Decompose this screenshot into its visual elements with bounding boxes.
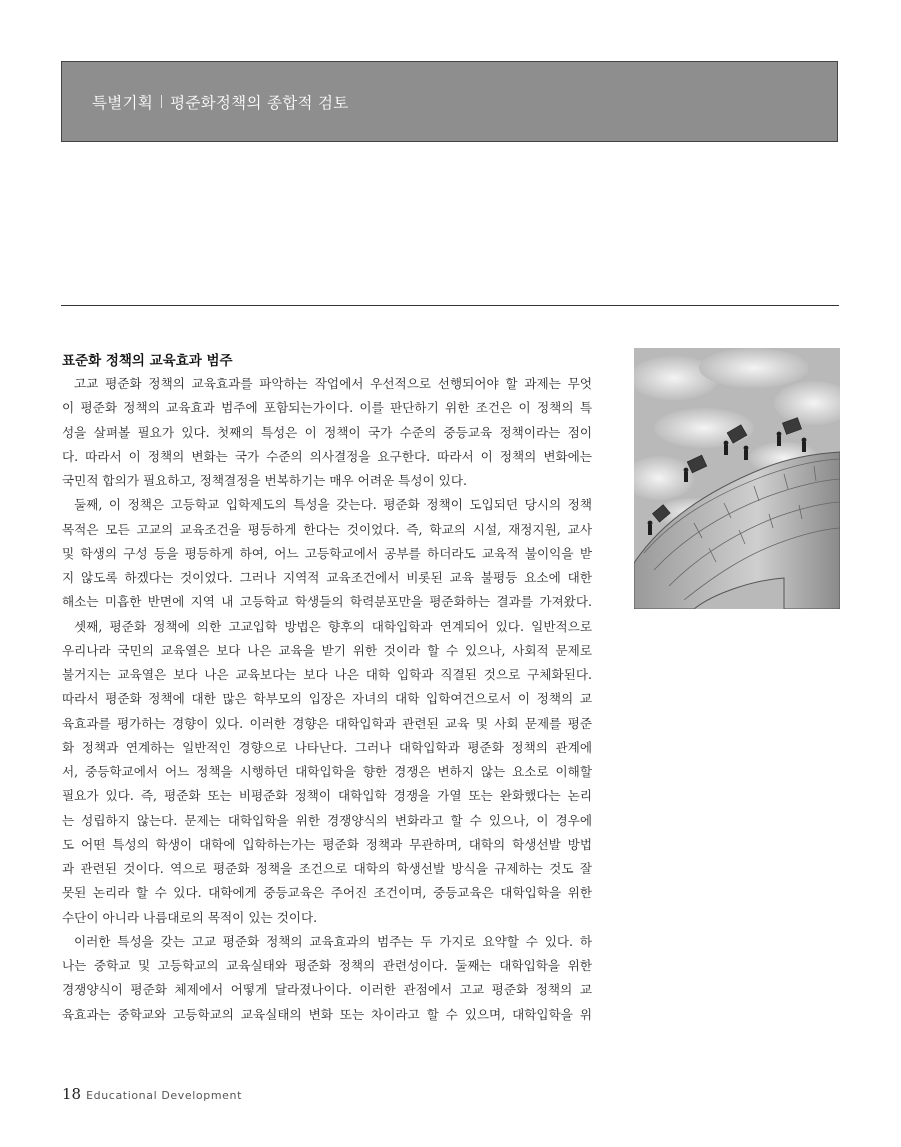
- body-line: 성을 살펴볼 필요가 있다. 첫째의 특성은 이 정책이 국가 수준의 중등교육 정책이라는 점이: [62, 424, 592, 440]
- body-line: 따라서 평준화 정책에 대한 많은 학부모의 입장은 자녀의 대학 입학여건으로서 이 정책의 교: [62, 691, 592, 707]
- body-line: 화 정책과 연계하는 일반적인 경향으로 나타난다. 그러나 대학입학과 평준화 정책의 관계에: [62, 739, 592, 755]
- header-divider: [161, 95, 162, 108]
- arch-illustration: [634, 348, 840, 609]
- header-title: 평준화정책의 종합적 검토: [170, 93, 349, 112]
- body-line: 서, 중등학교에서 어느 정책을 시행하던 대학입학을 향한 경쟁은 변하지 않는 요소로 이해할: [62, 764, 592, 779]
- article-body: [62, 372, 592, 1027]
- body-line: 이 평준화 정책의 교육효과 범주에 포함되는가이다. 이를 판단하기 위한 조건은 이 정책의 특: [62, 400, 592, 416]
- body-line: 나는 중학교 및 고등학교의 교육실태와 평준화 정책의 관련성이다. 둘째는 대학입학을 위한: [62, 958, 592, 973]
- body-line: 는 성립하지 않는다. 문제는 대학입학을 위한 경쟁양식의 변화라고 할 수 있으나, 이 경우에: [62, 812, 592, 828]
- body-line: 못된 논리라 할 수 있다. 대학에게 중등교육은 주어진 조건이며, 중등교육은 대학입학을 위한: [62, 885, 592, 901]
- body-line: 수단이 아니라 나름대로의 목적이 있는 것이다.: [62, 909, 318, 925]
- section-rule: [61, 305, 839, 306]
- body-line: 경쟁양식이 평준화 체제에서 어떻게 달라졌나이다. 이러한 관점에서 고교 평준화 정책의 교: [62, 982, 592, 998]
- header-category: 특별기획: [92, 93, 154, 112]
- body-line: 및 학생의 구성 등을 평등하게 하여, 어느 고등학교에서 공부를 하더라도 교육적 불이익을 받: [62, 545, 592, 561]
- header-band: [61, 61, 838, 142]
- body-line: 도 어떤 특성의 학생이 대학에 입학하는가는 평준화 정책과 무관하며, 대학의 학생선발 방법: [62, 836, 592, 852]
- section-heading: 표준화 정책의 교육효과 범주: [62, 353, 233, 369]
- body-line: 육효과는 중학교와 고등학교의 교육실태의 변화 또는 차이라고 할 수 있으며, 대학입학을 위: [62, 1006, 592, 1022]
- body-line: 필요가 있다. 즉, 평준화 또는 비평준화 정책이 대학입학 경쟁을 가열 또는 완화했다는 논리: [62, 788, 592, 804]
- body-line: 과 관련된 것이다. 역으로 평준화 정책을 조건으로 대학의 학생선발 방식을 규제하는 것도 잘: [62, 861, 592, 876]
- body-line: 다. 따라서 이 정책의 변화는 국가 수준의 의사결정을 요구한다. 따라서 이 정책의 변화에는: [62, 448, 592, 464]
- journal-name: Educational Development: [86, 1089, 243, 1102]
- body-line: 육효과를 평가하는 경향이 있다. 이러한 경향은 대학입학과 관련된 교육 및 사회 문제를 평준: [62, 715, 592, 731]
- body-line: 해소는 미흡한 반면에 지역 내 고등학교 학생들의 학력분포만을 평준화하는 결과를 가져왔다.: [62, 594, 592, 610]
- body-line: 지 않도록 하겠다는 것이었다. 그러나 지역적 교육조건에서 비롯된 교육 불평등 요소에 대한: [62, 570, 592, 585]
- body-line: 국민적 합의가 필요하고, 정책결정을 번복하기는 매우 어려운 특성이 있다.: [62, 473, 467, 488]
- page-number: 18: [62, 1085, 82, 1103]
- body-line: 목적은 모든 고교의 교육조건을 평등하게 한다는 것이었다. 즉, 학교의 시설, 재정지원, 교사: [62, 521, 592, 537]
- body-line: 이러한 특성을 갖는 고교 평준화 정책의 교육효과의 범주는 두 가지로 요약할 수 있다. 하: [74, 933, 592, 949]
- header-title-row: [92, 91, 349, 113]
- body-line: 셋째, 평준화 정책에 의한 고교입학 방법은 향후의 대학입학과 연계되어 있다. 일반적으로: [74, 618, 592, 634]
- body-line: 둘째, 이 정책은 고등학교 입학제도의 특성을 갖는다. 평준화 정책이 도입되던 당시의 정책: [74, 497, 592, 513]
- page-footer: [62, 1085, 242, 1103]
- body-line: 우리나라 국민의 교육열은 보다 나은 교육을 받기 위한 것이라 할 수 있으나, 사회적 문제로: [62, 642, 592, 658]
- body-line: 고교 평준화 정책의 교육효과를 파악하는 작업에서 우선적으로 선행되어야 할 과제는 무엇: [74, 376, 592, 391]
- arch-illustration-image: [634, 348, 840, 609]
- body-line: 불거지는 교육열은 보다 나은 교육보다는 보다 나은 대학 입학과 직결된 것으로 구체화된다.: [62, 667, 592, 682]
